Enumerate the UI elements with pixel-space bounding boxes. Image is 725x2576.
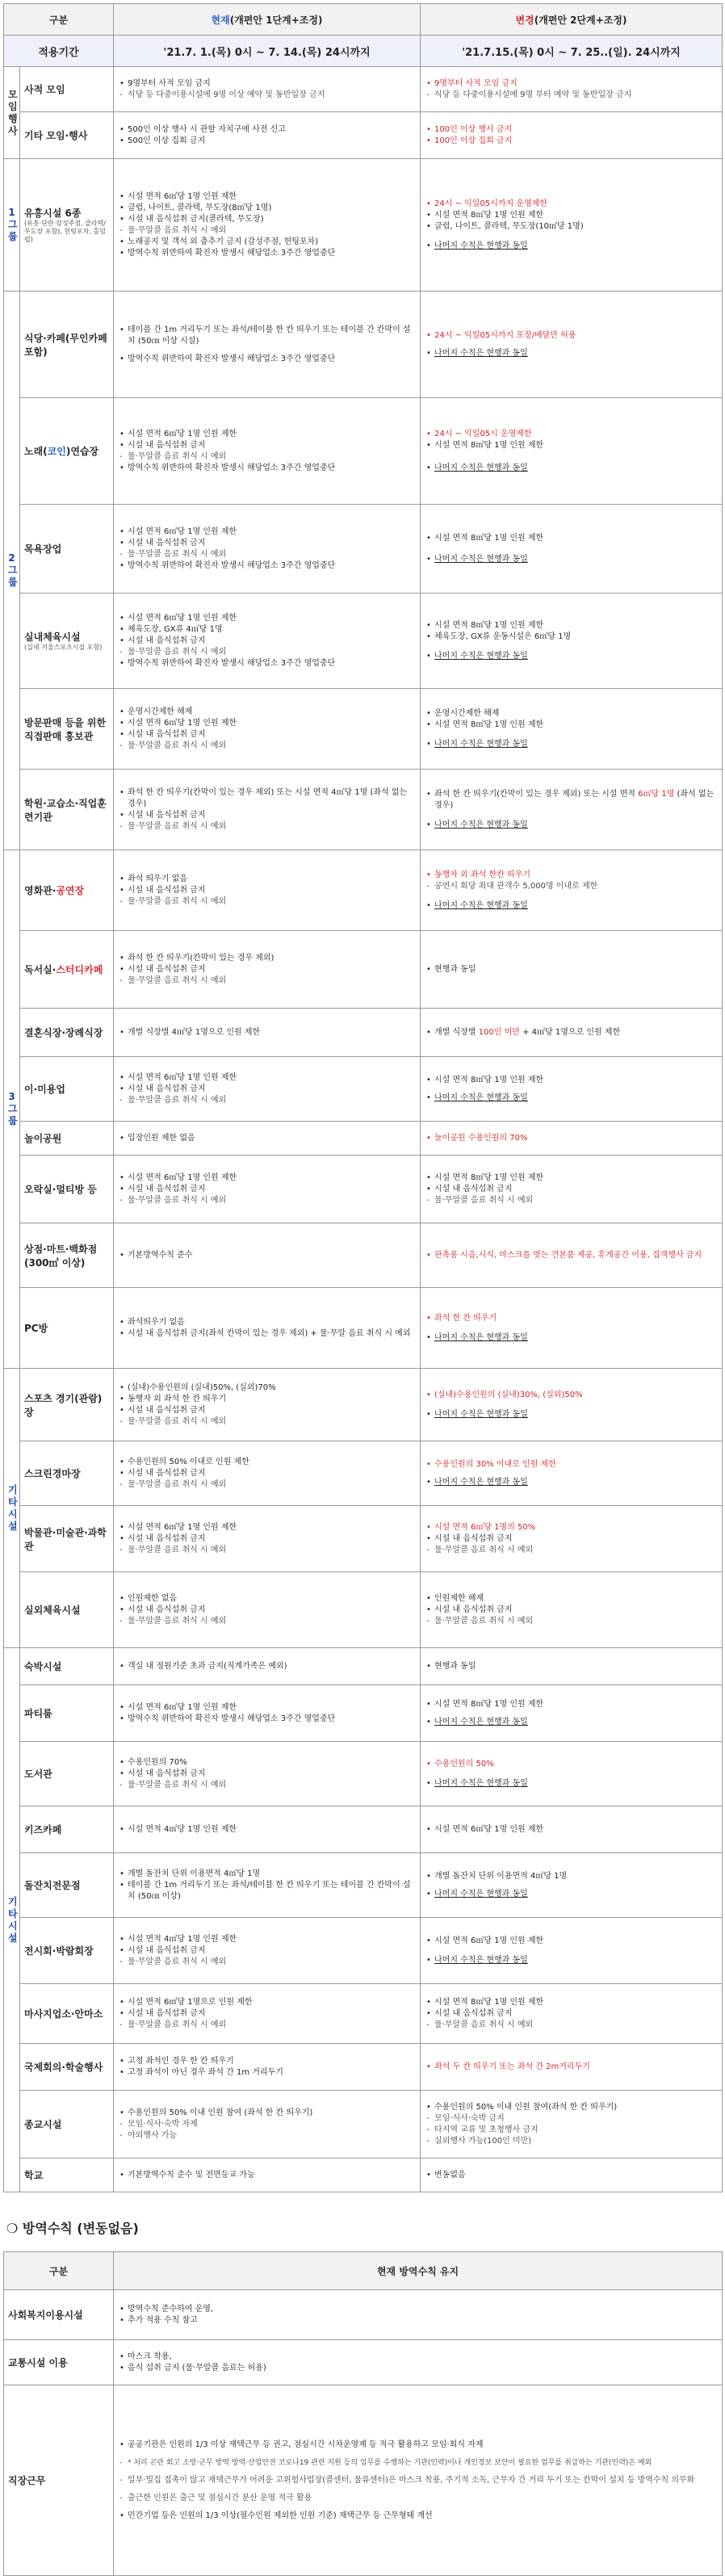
period-label: 적용기간 [4,36,114,67]
cell-current: • 시설 면적 6㎡당 1명 인원 제한 • 시설 내 음식섭취 금지 - 물·무알콜 음료 취식 시 예외 [114,1057,421,1122]
table-row [4,931,723,1009]
row-label: 사적 모임 [20,67,114,112]
cell-changed: • 시설 면적 8㎡당 1명 인원 제한 • 체육도장, GX류 운동시설은 6㎡당 1명 • 나머지 수칙은 현행과 동일 [421,594,723,689]
table-row [4,1685,723,1742]
row-label: 도서관 [20,1742,114,1806]
header-category: 구분 [4,2252,114,2290]
cell-changed: • 24시 ~ 익일05시까지 운영제한 • 시설 면적 8㎡당 1명 인원 제한 • 클럽, 나이트, 콜라텍, 무도장(10㎡당 1명) • 나머지 수칙은 현행과 동일 [421,159,723,292]
group-label: 기타시설 [4,1369,20,1648]
cell-current: • 기본방역수칙 준수 [114,1223,421,1288]
cell-rules: • 방역수칙 준수하여 운영, • 추가 적용 수칙 참고 [114,2290,723,2340]
cell-changed: • 시설 면적 8㎡당 1명 인원 제한 • 시설 내 음식섭취 금지 - 물·무알콜 음료 취식 시 예외 [421,1156,723,1223]
table-row [4,689,723,770]
cell-changed: • 현행과 동일 [421,931,723,1009]
row-label: 기타 모임·행사 [20,112,114,159]
group-label: 2그룹 [4,292,20,850]
row-label: 학원·교습소·직업훈련기관 [20,770,114,850]
cell-current: • 수용인원의 50% 이내 인원 참여 (좌석 한 칸 띄우기) - 모임·식사·숙박 자제 - 야외행사 가능 [114,2091,421,2159]
header-changed: 변경(개편안 2단계+조정) [421,4,723,36]
table-row [4,2385,723,2576]
cell-current: • 9명부터 사적 모임 금지 - 식당 등 다중이용시설에 9명 이상 예약 및 동반입장 금지 [114,67,421,112]
cell-changed: • 24시 ~ 익일05시 운영제한 • 시설 면적 8㎡당 1명 인원 제한 • 나머지 수칙은 현행과 동일 [421,398,723,505]
group-label: 기타시설 [4,1648,20,2192]
row-label: 놀이공원 [20,1122,114,1156]
cell-changed: • 놀이공원 수용인원의 70% [421,1122,723,1156]
rules-table-unchanged [3,2251,723,2576]
row-label: 사회복지이용시설 [4,2290,114,2340]
row-label: 스크린경마장 [20,1441,114,1506]
table-row [4,112,723,159]
cell-changed: • 좌석 두 칸 띄우기 또는 좌석 간 2m거리두기 [421,2044,723,2091]
cell-changed: • 개별 식장별 100인 미만 + 4㎡당 1명으로 인원 제한 [421,1009,723,1057]
cell-changed: • 판촉용 시음,시식, 마스크를 벗는 견본품 제공, 휴게공간 이용, 집객행사 금지 [421,1223,723,1288]
row-label: 결혼식장·장례식장 [20,1009,114,1057]
cell-current: • 시설 면적 6㎡당 1명으로 인원 제한 • 시설 내 음식섭취 금지 - 물·무알콜 음료 취식 시 예외 [114,1984,421,2044]
cell-current: • 시설 면적 6㎡당 1명 인원 제한 • 체육도장, GX류 4㎡당 1명 • 시설 내 음식섭취 금지 - 물·무알콜 음료 취식 시 예외 • 방역수칙 위반하여 확진자 발생시 해당업소 3주간 영업중단 [114,594,421,689]
table-row [4,1853,723,1918]
cell-changed: • 개별 돌잔치 단위 이용면적 4㎡당 1명 • 나머지 수칙은 현행과 동일 [421,1853,723,1918]
row-label: 영화관·공연장 [20,850,114,931]
row-label: PC방 [20,1288,114,1369]
row-label: 이·미용업 [20,1057,114,1122]
section-title: ❍ 방역수칙 (변동없음) [6,2221,139,2236]
table-row [4,2044,723,2091]
row-label: 국제회의·학술행사 [20,2044,114,2091]
cell-current: • 시설 면적 6㎡당 1명 인원 제한 • 시설 내 음식섭취 금지 - 물·무알콜 음료 취식 시 예외 • 방역수칙 위반하여 확진자 발생시 해당업소 3주간 영업중단 [114,505,421,594]
cell-changed: • 운영시간제한 해제 • 시설 면적 8㎡당 1명 인원 제한 • 나머지 수칙은 현행과 동일 [421,689,723,770]
row-label: 교통시설 이용 [4,2340,114,2385]
table-row [4,1156,723,1223]
cell-current: • 인원제한 없음 • 시설 내 음식섭취 금지 - 물·무알콜 음료 취식 시 예외 [114,1572,421,1648]
table-row [4,1369,723,1441]
row-label: 박물관·미술관·과학관 [20,1506,114,1572]
cell-current: • 500인 이상 행사 시 관할 자치구에 사전 신고 • 500인 이상 집회 금지 [114,112,421,159]
row-label: 방문판매 등을 위한 직접판매 홍보관 [20,689,114,770]
cell-changed: • 인원제한 해제 • 시설 내 음식섭취 금지 - 물·무알콜 음료 취식 시 예외 [421,1572,723,1648]
table-row [4,2091,723,2159]
cell-current: • 시설 면적 4㎡당 1명 인원 제한 • 시설 내 음식섭취 금지 - 물·무알콜 음료 취식 시 예외 [114,1918,421,1984]
header-current: 현재(개편안 1단계+조정) [114,4,421,36]
table-row [4,505,723,594]
cell-changed: • 수용인원의 30% 이내로 인원 제한 • 나머지 수칙은 현행과 동일 [421,1441,723,1506]
table-row [4,1742,723,1806]
cell-current: • 개별 돌잔치 단위 이용면적 4㎡당 1명 • 테이블 간 1m 거리두기 또는 좌석/테이블 한 칸 띄우기 또는 테이블 간 칸막이 설치 (50㎝ 이상) [114,1853,421,1918]
row-label: 파티룸 [20,1685,114,1742]
cell-changed: • (실내)수용인원의 (실내)30%, (실외)50% • 나머지 수칙은 현행과 동일 [421,1369,723,1441]
cell-changed: • 수용인원의 50% 이내 인원 참여(좌석 한 칸 띄우기) - 모임·식사·숙박 금지 - 타지역 교류 및 초청행사 금지 - 실외행사 가능(100인 미만) [421,2091,723,2159]
group-label: 1그룹 [4,159,20,292]
cell-changed: • 9명부터 사적 모임 금지 - 식당 등 다중이용시설에 9명 부터 예약 및 동반입장 금지 [421,67,723,112]
period-row [4,36,723,67]
rules-table [3,3,723,2192]
row-label: 종교시설 [20,2091,114,2159]
table-row [4,1441,723,1506]
row-label: 오락실·멀티방 등 [20,1156,114,1223]
cell-current: • 수용인원의 50% 이내로 인원 제한 • 시설 내 음식섭취 금지 - 물·무알콜 음료 취식 시 예외 [114,1441,421,1506]
group-label: 3그룹 [4,850,20,1369]
cell-changed: • 시설 면적 6㎡당 1명의 50% • 시설 내 음식섭취 금지 - 물·무알콜 음료 취식 시 예외 [421,1506,723,1572]
table-row [4,1806,723,1853]
cell-rules: • 마스크 착용, • 음식 섭취 금지 (물·무알콜 음료는 허용) [114,2340,723,2385]
cell-changed: • 24시 ~ 익일05시까지 포장/배달만 허용 • 나머지 수칙은 현행과 동일 [421,292,723,398]
period-current: '21.7. 1.(목) 0시 ~ 7. 14.(목) 24시까지 [114,36,421,67]
header-category: 구분 [4,4,114,36]
table-row [4,594,723,689]
table-row [4,292,723,398]
cell-changed: • 좌석 한 칸 띄우기(칸막이 있는 경우 제외) 또는 시설 면적 6㎡당 1명 (좌석 없는 경우) • 나머지 수칙은 현행과 동일 [421,770,723,850]
cell-current: • 테이블 간 1m 거리두기 또는 좌석/테이블 한 칸 띄우기 또는 테이블 간 칸막이 설치 (50㎝ 이상 시설) • 방역수칙 위반하여 확진자 발생시 해당업소 3주간 영업중단 [114,292,421,398]
row-label: 노래(코인)연습장 [20,398,114,505]
table-row [4,1057,723,1122]
table-row [4,2340,723,2385]
row-label: 독서실·스터디카페 [20,931,114,1009]
table-row [4,1288,723,1369]
cell-current: • 기본방역수칙 준수 및 전면등교 가능 [114,2159,421,2192]
cell-changed: • 수용인원의 50% • 나머지 수칙은 현행과 동일 [421,1742,723,1806]
table-row [4,770,723,850]
cell-current: • 시설 면적 6㎡당 1명 인원 제한 • 클럽, 나이트, 콜라텍, 무도장(8㎡당 1명) • 시설 내 음식섭취 금지(콜라텍, 무도장) - 물·무알콜 음료 취식 시 예외 • 노래공지 및 객석 외 춤추기 금지 (감성주점, 헌팅포차) • 방역수칙 위반하여 확진자 발생시 해당업소 3주간 영업중단 [114,159,421,292]
cell-current: • 운영시간제한 해제 • 시설 면적 6㎡당 1명 인원 제한 • 시설 내 음식섭취 금지 - 물·무알콜 음료 취식 시 예외 [114,689,421,770]
cell-changed: • 동행자 외 좌석 한칸 띄우기 - 공연시 회당 최대 관객수 5,000명 이내로 제한 • 나머지 수칙은 현행과 동일 [421,850,723,931]
group-label: 모임행사 [4,67,20,159]
cell-current: • 좌석 띄우기 없음 • 시설 내 음식섭취 금지 - 물·무알콜 음료 취식 시 예외 [114,850,421,931]
table-row [4,850,723,931]
period-changed: '21.7.15.(목) 0시 ~ 7. 25..(일). 24시까지 [421,36,723,67]
table-row [4,1572,723,1648]
table-row [4,159,723,292]
row-label: 유흥시설 6종 (유흥·단란·감성주점, 클라텍/무도장 포함), 헌팅포차, 홀덤펍) [20,159,114,292]
row-label: 돌잔치전문점 [20,1853,114,1918]
table-row [4,1918,723,1984]
cell-changed: • 좌석 한 칸 띄우기 • 나머지 수칙은 현행과 동일 [421,1288,723,1369]
row-label: 학교 [20,2159,114,2192]
cell-changed: • 시설 면적 8㎡당 1명 인원 제한 • 나머지 수칙은 현행과 동일 [421,1685,723,1742]
cell-changed: • 100인 이상 행사 금지 • 100인 이상 집회 금지 [421,112,723,159]
row-label: 실내체육시설 (실내 겨울스포츠시설 포함) [20,594,114,689]
cell-current: • 개별 식장별 4㎡당 1명으로 인원 제한 [114,1009,421,1057]
cell-current: • 시설 면적 6㎡당 1명 인원 제한 • 방역수칙 위반하여 확진자 발생시 해당업소 3주간 영업중단 [114,1685,421,1742]
cell-current: • 좌석 한 칸 띄우기(칸막이 있는 경우 제외) 또는 시설 면적 4㎡당 1명 (좌석 없는 경우) • 시설 내 음식섭취 금지 - 물·무알콜 음료 취식 시 예외 [114,770,421,850]
row-label: 전시회·박람회장 [20,1918,114,1984]
row-label: 목욕장업 [20,505,114,594]
row-label: 상점·마트·백화점(300㎡ 이상) [20,1223,114,1288]
header-rules: 현재 방역수칙 유지 [114,2252,723,2290]
table-row [4,398,723,505]
cell-changed: • 시설 면적 8㎡당 1명 인원 제한 • 시설 내 음식섭취 금지 - 물·무알콜 음료 취식 시 예외 [421,1984,723,2044]
cell-changed: • 시설 면적 6㎡당 1명 인원 제한 [421,1806,723,1853]
cell-current: • 시설 면적 6㎡당 1명 인원 제한 • 시설 내 음식섭취 금지 - 물·무알콜 음료 취식 시 예외 [114,1156,421,1223]
row-label: 직장근무 [4,2385,114,2576]
cell-rules: • 공공기관은 인원의 1/3 이상 재택근무 등 권고, 점심시간 시차운영제 등 적극 활용하고 모임·회식 자제 - * 처리 곤란 회고 소방·군무 방역 방역·산업안전 코로나19 관련 지원 등의 업무를 수행하는 기관(인력)이나 개인정보 보안이 필요한 업무를 취급하는 기관(인력)은 예외 - 일부·밀집 접촉이 많고 재택근무가 어려운 고위험사업장(콜센터, 물류센터)은 마스크 착용, 주기적 소독, 근무자 간 거리 두기 또는 칸막이 설치 등 방역수칙 의무화 - 출근한 인원은 출근 및 점심시간 분산 운영 적극 활용 • 민간기업 등은 인원의 1/3 이상(필수인원 제외한 인원 기준) 재택근무 등 근무형태 개선 [114,2385,723,2576]
row-label: 마사지업소·안마소 [20,1984,114,2044]
cell-current: • 좌석띄우기 없음 • 시설 내 음식섭취 금지(좌석 칸막이 있는 경우 제외) + 물·무알 음료 취식 시 예외 [114,1288,421,1369]
cell-current: • 시설 면적 6㎡당 1명 인원 제한 • 시설 내 음식섭취 금지 - 물·무알콜 음료 취식 시 예외 • 방역수칙 위반하여 확진자 발생시 해당업소 3주간 영업중단 [114,398,421,505]
cell-current: • 수용인원의 70% • 시설 내 음식섭취 금지 - 물·무알콜 음료 취식 시 예외 [114,1742,421,1806]
cell-current: • 좌석 한 칸 띄우기(칸막이 있는 경우 제외) • 시설 내 음식섭취 금지 - 물·무알콜 음료 취식 시 예외 [114,931,421,1009]
table-row [4,2290,723,2340]
table-row [4,1506,723,1572]
cell-changed: • 변동없음 [421,2159,723,2192]
cell-changed: • 시설 면적 6㎡당 1명 인원 제한 • 나머지 수칙은 현행과 동일 [421,1918,723,1984]
table-row [4,2159,723,2192]
row-label: 숙박시설 [20,1648,114,1685]
cell-current: • 시설 면적 6㎡당 1명 인원 제한 • 시설 내 음식섭취 금지 - 물·무알콜 음료 취식 시 예외 [114,1506,421,1572]
cell-changed: • 시설 면적 8㎡당 1명 인원 제한 • 나머지 수칙은 현행과 동일 [421,505,723,594]
table-row [4,1122,723,1156]
cell-current: • 고정 좌석인 경우 한 칸 띄우기 • 고정 좌석이 아닌 경우 좌석 간 1m 거리두기 [114,2044,421,2091]
cell-current: • 입장인원 제한 없음 [114,1122,421,1156]
row-label: 실외체육시설 [20,1572,114,1648]
table-row [4,1648,723,1685]
table-header [4,2252,723,2290]
table-row [4,67,723,112]
row-label: 스포츠 경기(관람)장 [20,1369,114,1441]
row-label: 식당·카페(무인카페 포함) [20,292,114,398]
cell-current: • 시설 면적 4㎡당 1명 인원 제한 [114,1806,421,1853]
cell-current: • (실내)수용인원의 (실내)50%, (실외)70% • 동행자 외 좌석 한 칸 띄우기 • 시설 내 음식섭취 금지 - 물·무알콜 음료 취식 시 예외 [114,1369,421,1441]
cell-changed: • 시설 면적 8㎡당 1명 인원 제한 • 나머지 수칙은 현행과 동일 [421,1057,723,1122]
cell-changed: • 현행과 동일 [421,1648,723,1685]
table-row [4,1009,723,1057]
table-row [4,1223,723,1288]
table-header [4,4,723,36]
table-row [4,1984,723,2044]
row-label: 키즈카페 [20,1806,114,1853]
cell-current: • 객실 내 정원기준 초과 금지(직계가족은 예외) [114,1648,421,1685]
